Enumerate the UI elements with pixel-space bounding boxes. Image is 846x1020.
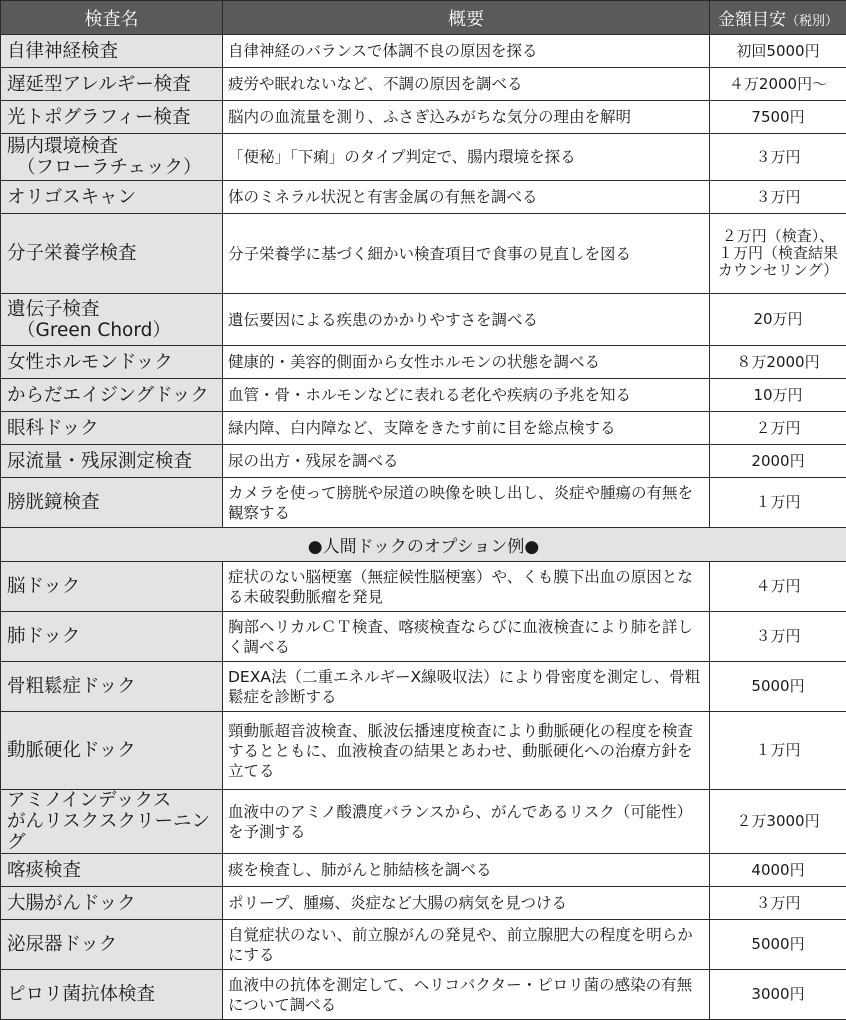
- header-price-note: （税別）: [786, 14, 838, 29]
- exam-name-cell: [1, 662, 223, 712]
- table-row: [1, 712, 846, 790]
- exam-price: 7500円: [710, 101, 846, 134]
- exam-name: 肺ドック: [7, 626, 216, 647]
- exam-name: 女性ホルモンドック: [7, 352, 216, 373]
- exam-price: 3000円: [710, 970, 846, 1020]
- exam-name: 遅延型アレルギー検査: [7, 74, 216, 95]
- table-row: [1, 181, 846, 214]
- table-row: [1, 35, 846, 68]
- exam-summary: 遺伝要因による疾患のかかりやすさを調べる: [223, 294, 710, 346]
- exam-summary: カメラを使って膀胱や尿道の映像を映し出し、炎症や腫瘍の有無を観察する: [223, 478, 710, 528]
- exam-name-sub: （Green Chord）: [7, 320, 216, 341]
- exam-price: １万円: [710, 478, 846, 528]
- exam-name-cell: [1, 68, 223, 101]
- exam-name: 自律神経検査: [7, 41, 216, 62]
- exam-price: ３万円: [710, 134, 846, 181]
- exam-name-cell: [1, 134, 223, 181]
- exam-name: 眼科ドック: [7, 418, 216, 439]
- exam-name-cell: [1, 412, 223, 445]
- exam-summary: 体のミネラル状況と有害金属の有無を調べる: [223, 181, 710, 214]
- exam-name: 光トポグラフィー検査: [7, 107, 216, 128]
- table-row: [1, 920, 846, 970]
- exam-name-cell: [1, 920, 223, 970]
- exam-price: 5000円: [710, 662, 846, 712]
- exam-name: アミノインデックス: [7, 790, 216, 811]
- section-header-row: [1, 528, 846, 562]
- option-exam-rows: [1, 562, 846, 1020]
- exam-name: 喀痰検査: [7, 860, 216, 881]
- exam-price: １万円: [710, 712, 846, 790]
- exam-name-cell: [1, 214, 223, 294]
- exam-summary: 胸部ヘリカルＣＴ検査、喀痰検査ならびに血液検査により肺を詳しく調べる: [223, 612, 710, 662]
- exam-name: 骨粗鬆症ドック: [7, 676, 216, 697]
- header-price-label: 金額目安: [718, 10, 786, 30]
- exam-name-cell: [1, 294, 223, 346]
- exam-price: ２万3000円: [710, 790, 846, 854]
- exam-summary: 症状のない脳梗塞（無症候性脳梗塞）や、くも膜下出血の原因となる未破裂動脈瘤を発見: [223, 562, 710, 612]
- exam-name: 尿流量・残尿測定検査: [7, 451, 216, 472]
- exam-summary: 血管・骨・ホルモンなどに表れる老化や疾病の予兆を知る: [223, 379, 710, 412]
- exam-price: ２万円（検査）、１万円（検査結果カウンセリング）: [710, 214, 846, 294]
- table-header-row: [1, 1, 846, 35]
- exam-name-cell: [1, 445, 223, 478]
- exam-name-cell: [1, 101, 223, 134]
- exam-price: 20万円: [710, 294, 846, 346]
- header-summary: 概要: [223, 1, 710, 35]
- exam-summary: 「便秘」「下痢」のタイプ判定で、腸内環境を探る: [223, 134, 710, 181]
- exam-price: ４万円: [710, 562, 846, 612]
- exam-name: 大腸がんドック: [7, 893, 216, 914]
- exam-name: ピロリ菌抗体検査: [7, 984, 216, 1005]
- exam-summary: 血液中のアミノ酸濃度バランスから、がんであるリスク（可能性）を予測する: [223, 790, 710, 854]
- table-row: [1, 68, 846, 101]
- table-row: [1, 134, 846, 181]
- exam-name-sub: （フローラチェック）: [7, 157, 216, 178]
- exam-name-cell: [1, 712, 223, 790]
- exam-price: ８万2000円: [710, 346, 846, 379]
- table-row: [1, 562, 846, 612]
- table-row: [1, 854, 846, 887]
- section-title: ●人間ドックのオプション例●: [1, 528, 846, 562]
- exam-name: 動脈硬化ドック: [7, 740, 216, 761]
- exam-summary: 分子栄養学に基づく細かい検査項目で食事の見直しを図る: [223, 214, 710, 294]
- exam-name: からだエイジングドック: [7, 385, 216, 406]
- table-row: [1, 662, 846, 712]
- exam-price: ４万2000円〜: [710, 68, 846, 101]
- table-row: [1, 412, 846, 445]
- table-row: [1, 214, 846, 294]
- exam-summary: 疲労や眠れないなど、不調の原因を調べる: [223, 68, 710, 101]
- table-row: [1, 612, 846, 662]
- exam-price: ３万円: [710, 612, 846, 662]
- exam-name-cell: [1, 887, 223, 920]
- exam-name: 腸内環境検査: [7, 136, 216, 157]
- exam-name-sub: がんリスクスクリーニング: [7, 811, 216, 853]
- exam-summary: 血液中の抗体を測定して、ヘリコバクター・ピロリ菌の感染の有無について調べる: [223, 970, 710, 1020]
- exam-summary: DEXA法（二重エネルギーX線吸収法）により骨密度を測定し、骨粗鬆症を診断する: [223, 662, 710, 712]
- exam-name-cell: [1, 562, 223, 612]
- table-row: [1, 294, 846, 346]
- table-row: [1, 790, 846, 854]
- exam-summary: 自律神経のバランスで体調不良の原因を探る: [223, 35, 710, 68]
- exam-summary: 脳内の血流量を測り、ふさぎ込みがちな気分の理由を解明: [223, 101, 710, 134]
- exam-name: オリゴスキャン: [7, 187, 216, 208]
- header-exam-name: 検査名: [1, 1, 223, 35]
- exam-name-cell: [1, 612, 223, 662]
- exam-name-cell: [1, 790, 223, 854]
- table-row: [1, 478, 846, 528]
- exam-summary: ポリープ、腫瘍、炎症など大腸の病気を見つける: [223, 887, 710, 920]
- table-row: [1, 379, 846, 412]
- table-row: [1, 346, 846, 379]
- exam-summary: 痰を検査し、肺がんと肺結核を調べる: [223, 854, 710, 887]
- table-row: [1, 970, 846, 1020]
- exam-name-cell: [1, 478, 223, 528]
- exam-summary: 尿の出方・残尿を調べる: [223, 445, 710, 478]
- exam-name-cell: [1, 854, 223, 887]
- exam-price: ２万円: [710, 412, 846, 445]
- exam-name-cell: [1, 379, 223, 412]
- exam-name: 脳ドック: [7, 576, 216, 597]
- table-row: [1, 101, 846, 134]
- exam-price: 2000円: [710, 445, 846, 478]
- main-exam-rows: [1, 35, 846, 528]
- exam-name-cell: [1, 346, 223, 379]
- exam-name-cell: [1, 181, 223, 214]
- exam-price: 初回5000円: [710, 35, 846, 68]
- exam-name-cell: [1, 35, 223, 68]
- header-price: [710, 1, 846, 35]
- exam-name: 膀胱鏡検査: [7, 492, 216, 513]
- exam-price: 5000円: [710, 920, 846, 970]
- exam-summary: 緑内障、白内障など、支障をきたす前に目を総点検する: [223, 412, 710, 445]
- exam-name: 分子栄養学検査: [7, 243, 216, 264]
- table-row: [1, 887, 846, 920]
- exam-summary: 健康的・美容的側面から女性ホルモンの状態を調べる: [223, 346, 710, 379]
- exam-price: 10万円: [710, 379, 846, 412]
- exam-name-cell: [1, 970, 223, 1020]
- exam-name: 遺伝子検査: [7, 299, 216, 320]
- exam-name: 泌尿器ドック: [7, 934, 216, 955]
- exam-price: ３万円: [710, 887, 846, 920]
- exam-price: 4000円: [710, 854, 846, 887]
- table-row: [1, 445, 846, 478]
- exam-summary: 自覚症状のない、前立腺がんの発見や、前立腺肥大の程度を明らかにする: [223, 920, 710, 970]
- exam-price: ３万円: [710, 181, 846, 214]
- exam-summary: 頸動脈超音波検査、脈波伝播速度検査により動脈硬化の程度を検査するとともに、血液検査の結果とあわせ、動脈硬化への治療方針を立てる: [223, 712, 710, 790]
